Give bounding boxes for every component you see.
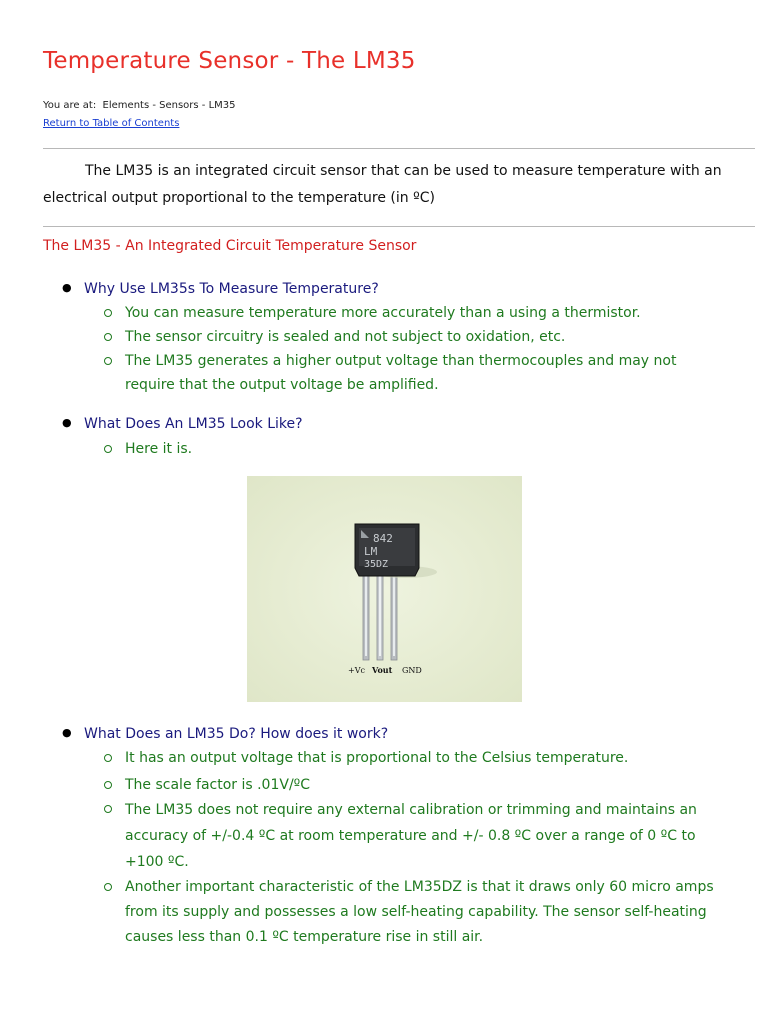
circle-bullet-icon [104, 883, 112, 891]
breadcrumb-prefix: You are at: [43, 100, 97, 111]
circle-bullet-icon [104, 754, 112, 762]
question-text: Why Use LM35s To Measure Temperature? [84, 281, 379, 297]
page-title: Temperature Sensor - The LM35 [43, 48, 416, 74]
chip-pins [363, 574, 397, 660]
answer-text: You can measure temperature more accurately than a using a thermistor. [125, 305, 641, 321]
circle-bullet-icon [104, 333, 112, 341]
bullet-icon: ● [62, 416, 72, 429]
chip-marking-line2: LM [364, 545, 378, 558]
circle-bullet-icon [104, 309, 112, 317]
breadcrumb-path: Elements - Sensors - LM35 [102, 100, 236, 111]
circle-bullet-icon [104, 357, 112, 365]
divider [43, 226, 755, 227]
question-text: What Does An LM35 Look Like? [84, 416, 303, 432]
breadcrumb [43, 100, 236, 111]
answer-text: Another important characteristic of the LM35DZ is that it draws only 60 micro amps from its supply and possesses a low self-heating capability. The sensor self-heating causes less than 0.1 ºC temperature rise in still air. [125, 879, 714, 945]
intro-text: The LM35 is an integrated circuit sensor that can be used to measure temperature with an electrical output proportional to the temperature (in ºC) [43, 163, 722, 206]
circle-bullet-icon [104, 445, 112, 453]
pin-label-vc: +Vc [348, 666, 365, 675]
answer-text: The LM35 generates a higher output voltage than thermocouples and may not require that the output voltage be amplified. [125, 353, 677, 393]
chip-marking-line1: 842 [373, 532, 393, 545]
circle-bullet-icon [104, 805, 112, 813]
section-subheading: The LM35 - An Integrated Circuit Temperature Sensor [43, 238, 417, 254]
pin-label-vout: Vout [372, 665, 393, 675]
lm35-photo [247, 476, 522, 702]
bullet-icon: ● [62, 726, 72, 739]
bullet-icon: ● [62, 281, 72, 294]
chip-body [355, 524, 419, 576]
lm35-illustration [247, 476, 522, 702]
answer-text: The sensor circuitry is sealed and not subject to oxidation, etc. [125, 329, 566, 345]
circle-bullet-icon [104, 781, 112, 789]
answer-text: It has an output voltage that is proportional to the Celsius temperature. [125, 750, 629, 766]
intro-paragraph [43, 158, 743, 212]
question-text: What Does an LM35 Do? How does it work? [84, 726, 389, 742]
answer-text: The LM35 does not require any external calibration or trimming and maintains an accuracy of +/-0.4 ºC at room temperature and +/- 0.8 ºC over a range of 0 ºC to +100 ºC. [125, 802, 697, 870]
divider [43, 148, 755, 149]
chip-marking-line3: 35DZ [364, 559, 389, 570]
table-of-contents-link[interactable]: Return to Table of Contents [43, 118, 180, 129]
answer-text: The scale factor is .01V/ºC [125, 777, 311, 793]
pin-label-gnd: GND [402, 666, 422, 675]
answer-text: Here it is. [125, 441, 193, 457]
